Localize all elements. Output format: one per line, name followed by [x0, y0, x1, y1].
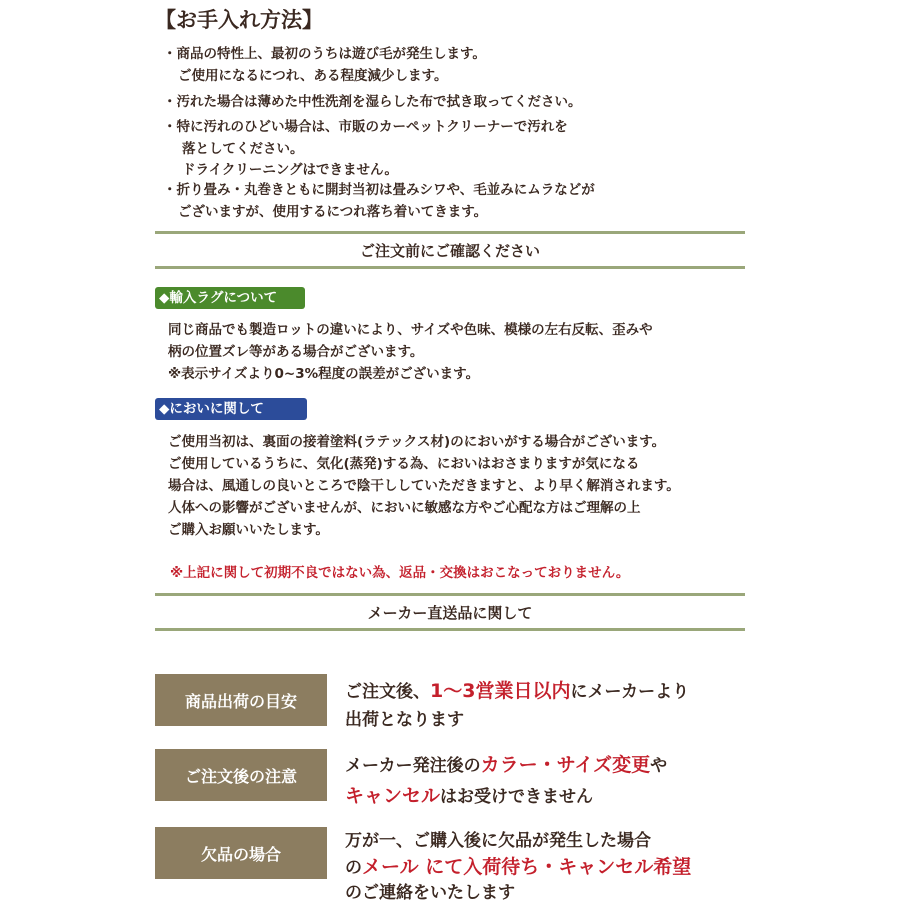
smell-line: 人体への影響がございませんが、においに敏感な方やご心配な方はご理解の上: [168, 500, 641, 516]
care-line: ・折り畳み・丸巻きともに開封当初は畳みシワや、毛並みにムラなどが: [163, 182, 595, 198]
care-line: ございますが、使用するにつれ落ち着いてきます。: [178, 204, 488, 220]
highlight: カラー・サイズ変更: [480, 754, 651, 776]
out-of-stock-text-2: [345, 852, 691, 879]
out-of-stock-label: 欠品の場合: [155, 827, 327, 879]
smell-line: ご使用しているうちに、気化(蒸発)する為、においはおさまりますが気になる: [168, 456, 640, 472]
import-line: 同じ商品でも製造ロットの違いにより、サイズや色味、模様の左右反転、歪みや: [168, 322, 653, 338]
smell-line: ご使用当初は、裏面の接着塗料(ラテックス材)のにおいがする場合がございます。: [168, 434, 666, 450]
divider: [155, 266, 745, 269]
no-return-warning: ※上記に関して初期不良ではない為、返品・交換はおこなっておりません。: [170, 565, 630, 581]
care-line: ・商品の特性上、最初のうちは遊び毛が発生します。: [163, 46, 486, 62]
highlight: キャンセル: [345, 785, 441, 807]
shipping-estimate-text: [345, 676, 689, 703]
after-order-text: [345, 750, 667, 777]
highlight: メール にて入荷待ち・キャンセル希望: [362, 856, 692, 878]
text: ご注文後、: [345, 682, 430, 702]
text: にメーカーより: [570, 682, 690, 702]
text: メーカー発注後の: [345, 756, 481, 776]
highlight: 1〜3営業日以内: [430, 680, 571, 702]
confirm-heading: ご注文前にご確認ください: [359, 242, 540, 260]
shipping-estimate-label: 商品出荷の目安: [155, 674, 327, 726]
care-line: ・汚れた場合は薄めた中性洗剤を湿らした布で拭き取ってください。: [163, 94, 582, 110]
import-rug-tag: ◆輸入ラグについて: [155, 287, 305, 309]
shipping-estimate-text-2: 出荷となります: [345, 710, 464, 730]
smell-line: ご購入お願いいたします。: [168, 522, 329, 538]
smell-line: 場合は、風通しの良いところで陰干ししていただきますと、より早く解消されます。: [168, 478, 680, 494]
divider: [155, 231, 745, 234]
maker-heading: メーカー直送品に関して: [367, 604, 533, 622]
text: はお受けできません: [440, 787, 594, 807]
care-title: 【お手入れ方法】: [155, 8, 323, 32]
out-of-stock-text-3: のご連絡をいたします: [345, 883, 515, 903]
care-line: 落としてください。: [182, 141, 304, 157]
text: の: [345, 858, 362, 878]
import-line: 柄の位置ズレ等がある場合がございます。: [168, 344, 424, 360]
smell-tag: ◆においに関して: [155, 398, 307, 420]
divider: [155, 593, 745, 596]
out-of-stock-text: 万が一、ご購入後に欠品が発生した場合: [345, 831, 651, 851]
care-line: ご使用になるにつれ、ある程度減少します。: [178, 68, 448, 84]
care-line: ドライクリーニングはできません。: [182, 162, 398, 178]
divider: [155, 628, 745, 631]
text: や: [650, 756, 668, 776]
after-order-label: ご注文後の注意: [155, 749, 327, 801]
import-line: ※表示サイズより0~3%程度の誤差がございます。: [168, 366, 480, 382]
care-line: ・特に汚れのひどい場合は、市販のカーペットクリーナーで汚れを: [163, 119, 568, 135]
after-order-text-2: [345, 781, 593, 808]
